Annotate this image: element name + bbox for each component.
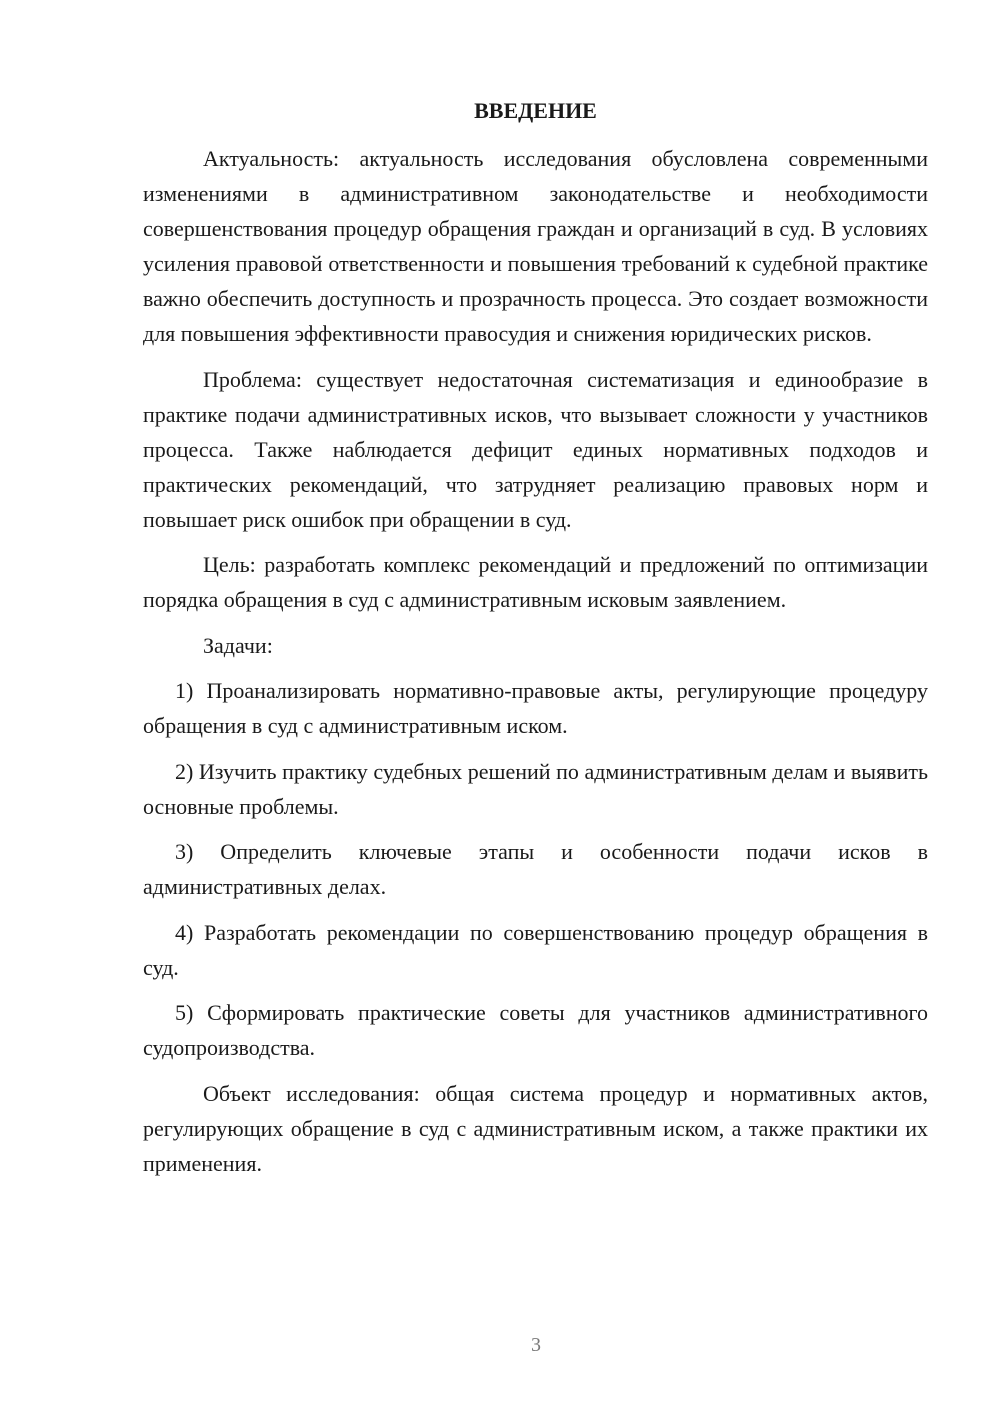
problem-paragraph: Проблема: существует недостаточная систематизация и единообразие в практике подачи административных исков, что вызывает сложности у участников процесса. Также наблюдается дефицит единых нормативных подходов и практических рекомендаций, что затрудняет реализацию правовых норм и повышает риск ошибок при обращении в суд.	[143, 366, 928, 532]
goal-paragraph: Цель: разработать комплекс рекомендаций и предложений по оптимизации порядка обращения в суд с административным исковым заявлением.	[143, 552, 928, 612]
task-item: 3) Определить ключевые этапы и особенности подачи исков в административных делах.	[143, 839, 928, 899]
tasks-heading: Задачи:	[203, 632, 273, 658]
relevance-paragraph: Актуальность: актуальность исследования обусловлена современными изменениями в административном законодательстве и необходимости совершенствования процедур обращения граждан и организаций в суд. В условиях усиления правовой ответственности и повышения требований к судебной практике важно обеспечить доступность и прозрачность процесса. Это создает возможности для повышения эффективности правосудия и снижения юридических рисков.	[143, 146, 928, 346]
page-number: 3	[531, 1334, 541, 1356]
task-item: 2) Изучить практику судебных решений по административным делам и выявить основные проблемы.	[143, 758, 928, 819]
task-item: 4) Разработать рекомендации по совершенствованию процедур обращения в суд.	[143, 919, 928, 980]
object-paragraph: Объект исследования: общая система процедур и нормативных актов, регулирующих обращение в суд с административным иском, а также практики их применения.	[143, 1080, 928, 1176]
task-item: 1) Проанализировать нормативно-правовые акты, регулирующие процедуру обращения в суд с административным иском.	[143, 678, 928, 738]
page-body	[143, 93, 928, 1191]
section-title: ВВЕДЕНИЕ	[474, 98, 597, 123]
task-item: 5) Сформировать практические советы для участников административного судопроизводства.	[143, 1000, 928, 1060]
